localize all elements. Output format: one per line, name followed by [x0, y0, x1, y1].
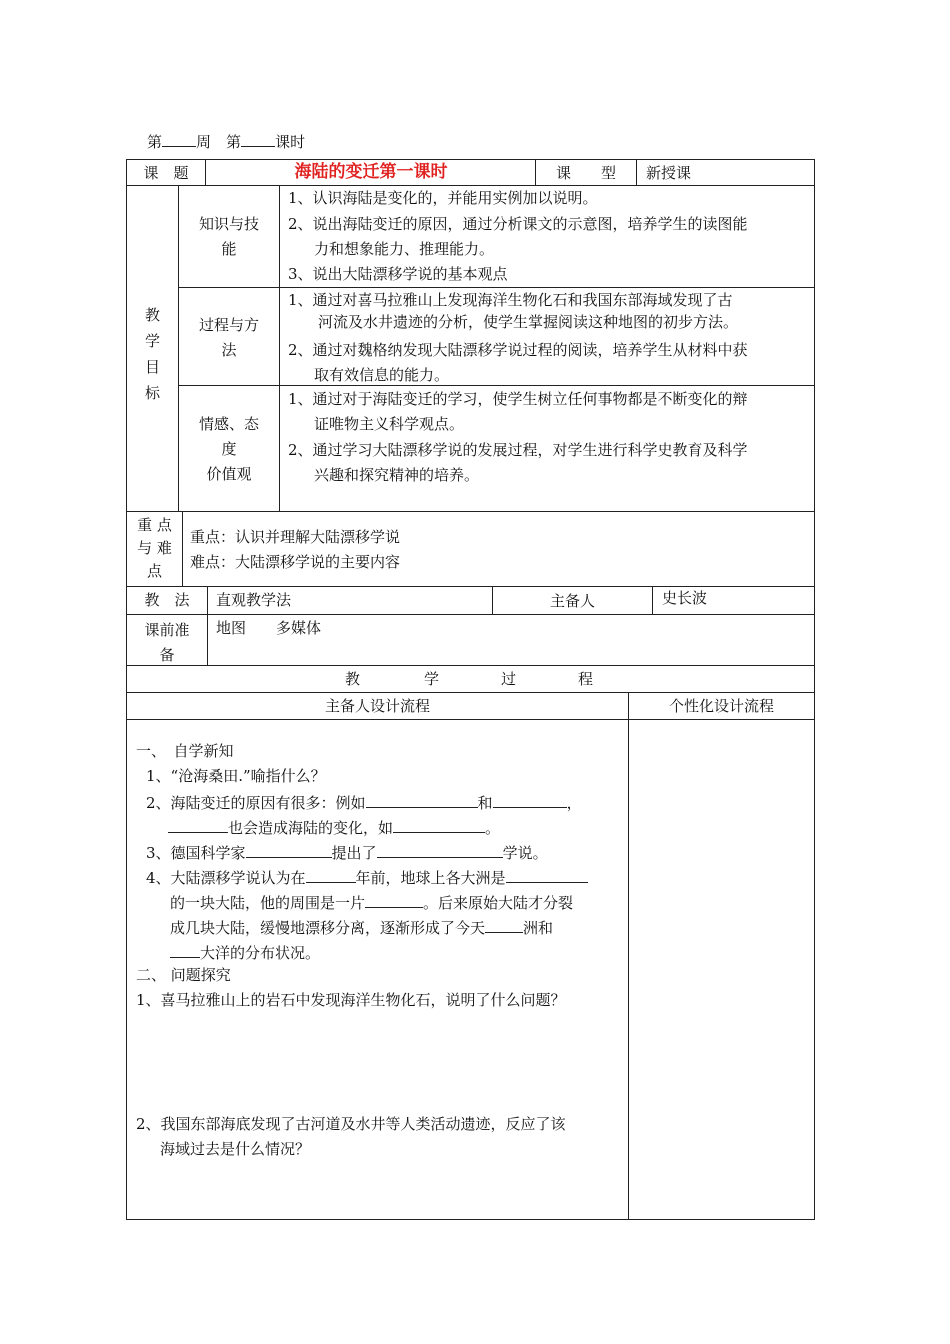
emotion-label [179, 412, 279, 487]
process-char: 过 [501, 670, 517, 688]
q-text: 提出了 [331, 844, 377, 862]
question-4-line-3 [170, 916, 553, 938]
answer-blank[interactable] [168, 816, 228, 833]
row-line [126, 511, 815, 512]
process-char: 程 [578, 670, 594, 688]
type-label: 课 型 [555, 164, 616, 182]
key-point: 重点：认识并理解大陆漂移学说 [190, 528, 401, 546]
col-line [279, 185, 280, 512]
answer-blank[interactable] [485, 916, 523, 933]
q-text: 。 [485, 819, 501, 837]
objectives-label [127, 302, 178, 406]
knowledge-label [179, 212, 279, 262]
label-line: 点 [146, 562, 162, 580]
q-text: 。后来原始大陆才分裂 [423, 894, 574, 912]
q-text: 年前，地球上各大洲是 [355, 869, 506, 887]
knowledge-item-2: 2、说出海陆变迁的原因，通过分析课文的示意图，培养学生的读图能 [288, 215, 748, 233]
period-header [147, 130, 305, 150]
obj-char: 标 [144, 384, 160, 402]
knowledge-item-3: 3、说出大陆漂移学说的基本观点 [288, 265, 508, 283]
label-line: 与 难 [137, 539, 172, 557]
type-value: 新授课 [646, 164, 692, 182]
answer-blank[interactable] [366, 791, 478, 808]
process-item-1-cont: 河流及水井遗迹的分析，使学生掌握阅读这种地图的初步方法。 [318, 313, 739, 331]
header-week: 周 [196, 133, 212, 151]
main-column-header: 主备人设计流程 [324, 697, 430, 715]
obj-char: 学 [144, 332, 160, 350]
process-char: 学 [424, 670, 440, 688]
answer-blank[interactable] [393, 816, 485, 833]
process-item-2-cont: 取有效信息的能力。 [314, 366, 450, 384]
q-text: 3、德国科学家 [146, 844, 246, 862]
row-line [126, 719, 815, 720]
row-line [126, 586, 815, 587]
row-line [126, 665, 815, 666]
keypoints-label [127, 514, 182, 583]
process-label [179, 313, 279, 363]
q-text: 学说。 [502, 844, 548, 862]
question-4-line-4 [170, 941, 320, 963]
answer-blank[interactable] [246, 841, 332, 858]
table-border-right [814, 159, 815, 1220]
col-line [628, 692, 629, 1220]
knowledge-item-1: 1、认识海陆是变化的，并能用实例加以说明。 [288, 189, 598, 207]
question-2-line-2 [168, 816, 500, 838]
label-line: 价值观 [206, 465, 252, 483]
process-item-1: 1、通过对喜马拉雅山上发现海洋生物化石和我国东部海域发现了古 [288, 291, 733, 309]
col-line [182, 511, 183, 587]
table-top [126, 159, 815, 160]
knowledge-item-2-cont: 力和想象能力、推理能力。 [314, 240, 495, 258]
header-lesson: 课时 [275, 133, 306, 151]
label-line: 课前准 [144, 621, 190, 639]
label-line: 知识与技 [198, 215, 259, 233]
obj-char: 目 [144, 358, 160, 376]
inquiry-question-1: 1、喜马拉雅山上的岩石中发现海洋生物化石，说明了什么问题？ [136, 991, 566, 1009]
week-blank[interactable] [162, 130, 196, 147]
question-2-line-1: 2、海陆变迁的原因有很多：例如 和 ， [146, 791, 582, 813]
inquiry-question-2: 2、我国东部海底发现了古河道及水井等人类活动遗迹，反应了该 [136, 1115, 566, 1133]
answer-blank[interactable] [377, 841, 503, 858]
lesson-title: 海陆的变迁第一课时 [294, 162, 448, 182]
label-line: 重 点 [137, 516, 172, 534]
q-text: 4、大陆漂移学说认为在 [146, 869, 306, 887]
label-line: 过程与方 [198, 316, 259, 334]
header-di-1: 第 [147, 133, 163, 151]
q-text: 也会造成海陆的变化，如 [228, 819, 394, 837]
col-line [636, 159, 637, 186]
q-text: 的一块大陆，他的周围是一片 [170, 894, 366, 912]
emotion-item-2-cont: 兴趣和探究精神的培养。 [314, 466, 480, 484]
col-line [652, 586, 653, 615]
prep-label [127, 618, 207, 668]
label-line: 备 [159, 646, 175, 664]
answer-blank[interactable] [506, 866, 588, 883]
personal-column-header: 个性化设计流程 [668, 697, 774, 715]
process-item-2: 2、通过对魏格纳发现大陆漂移学说过程的阅读，培养学生从材料中获 [288, 341, 748, 359]
emotion-item-1: 1、通过对于海陆变迁的学习，使学生树立任何事物都是不断变化的辩 [288, 390, 748, 408]
label-line: 能 [221, 240, 237, 258]
preparer-name: 史长波 [662, 589, 708, 607]
topic-label: 课 题 [143, 164, 189, 182]
row-line [126, 185, 815, 186]
answer-blank[interactable] [493, 791, 567, 808]
answer-blank[interactable] [365, 891, 423, 908]
inquiry-question-2-cont: 海域过去是什么情况？ [160, 1140, 311, 1158]
header-di-2: 第 [226, 133, 242, 151]
section-inquiry: 二、 问题探究 [136, 966, 231, 984]
label-line: 度 [221, 440, 237, 458]
method-value: 直观教学法 [216, 591, 292, 609]
row-line [178, 385, 815, 386]
method-label: 教 法 [144, 591, 190, 609]
question-4-line-1 [146, 866, 588, 888]
label-line: 法 [221, 341, 237, 359]
q-text: 大洋的分布状况。 [200, 944, 321, 962]
difficulty-point: 难点：大陆漂移学说的主要内容 [190, 553, 401, 571]
preparer-label: 主备人 [549, 592, 595, 610]
answer-blank[interactable] [306, 866, 356, 883]
obj-char: 教 [144, 306, 160, 324]
process-char: 教 [345, 670, 361, 688]
q-text: 洲和 [523, 919, 554, 937]
emotion-item-2: 2、通过学习大陆漂移学说的发展过程，对学生进行科学史教育及科学 [288, 441, 748, 459]
lesson-blank[interactable] [241, 130, 275, 147]
section-self-study: 一、 自学新知 [136, 742, 234, 760]
table-bottom [126, 1219, 815, 1220]
question-4-line-2 [170, 891, 573, 913]
prep-value: 地图 多媒体 [216, 619, 322, 637]
col-line [207, 586, 208, 666]
row-line [126, 614, 815, 615]
row-line [178, 287, 815, 288]
q-text: 成几块大陆，缓慢地漂移分离，逐渐形成了今天 [170, 919, 486, 937]
row-line [126, 692, 815, 693]
emotion-item-1-cont: 证唯物主义科学观点。 [314, 415, 465, 433]
label-line: 情感、态 [198, 415, 259, 433]
question-1: 1、“沧海桑田.”喻指什么？ [146, 767, 326, 785]
question-3 [146, 841, 548, 863]
q-text: 2、海陆变迁的原因有很多：例如 [146, 794, 366, 812]
answer-blank[interactable] [170, 941, 200, 958]
q-text: 和 [477, 794, 493, 812]
